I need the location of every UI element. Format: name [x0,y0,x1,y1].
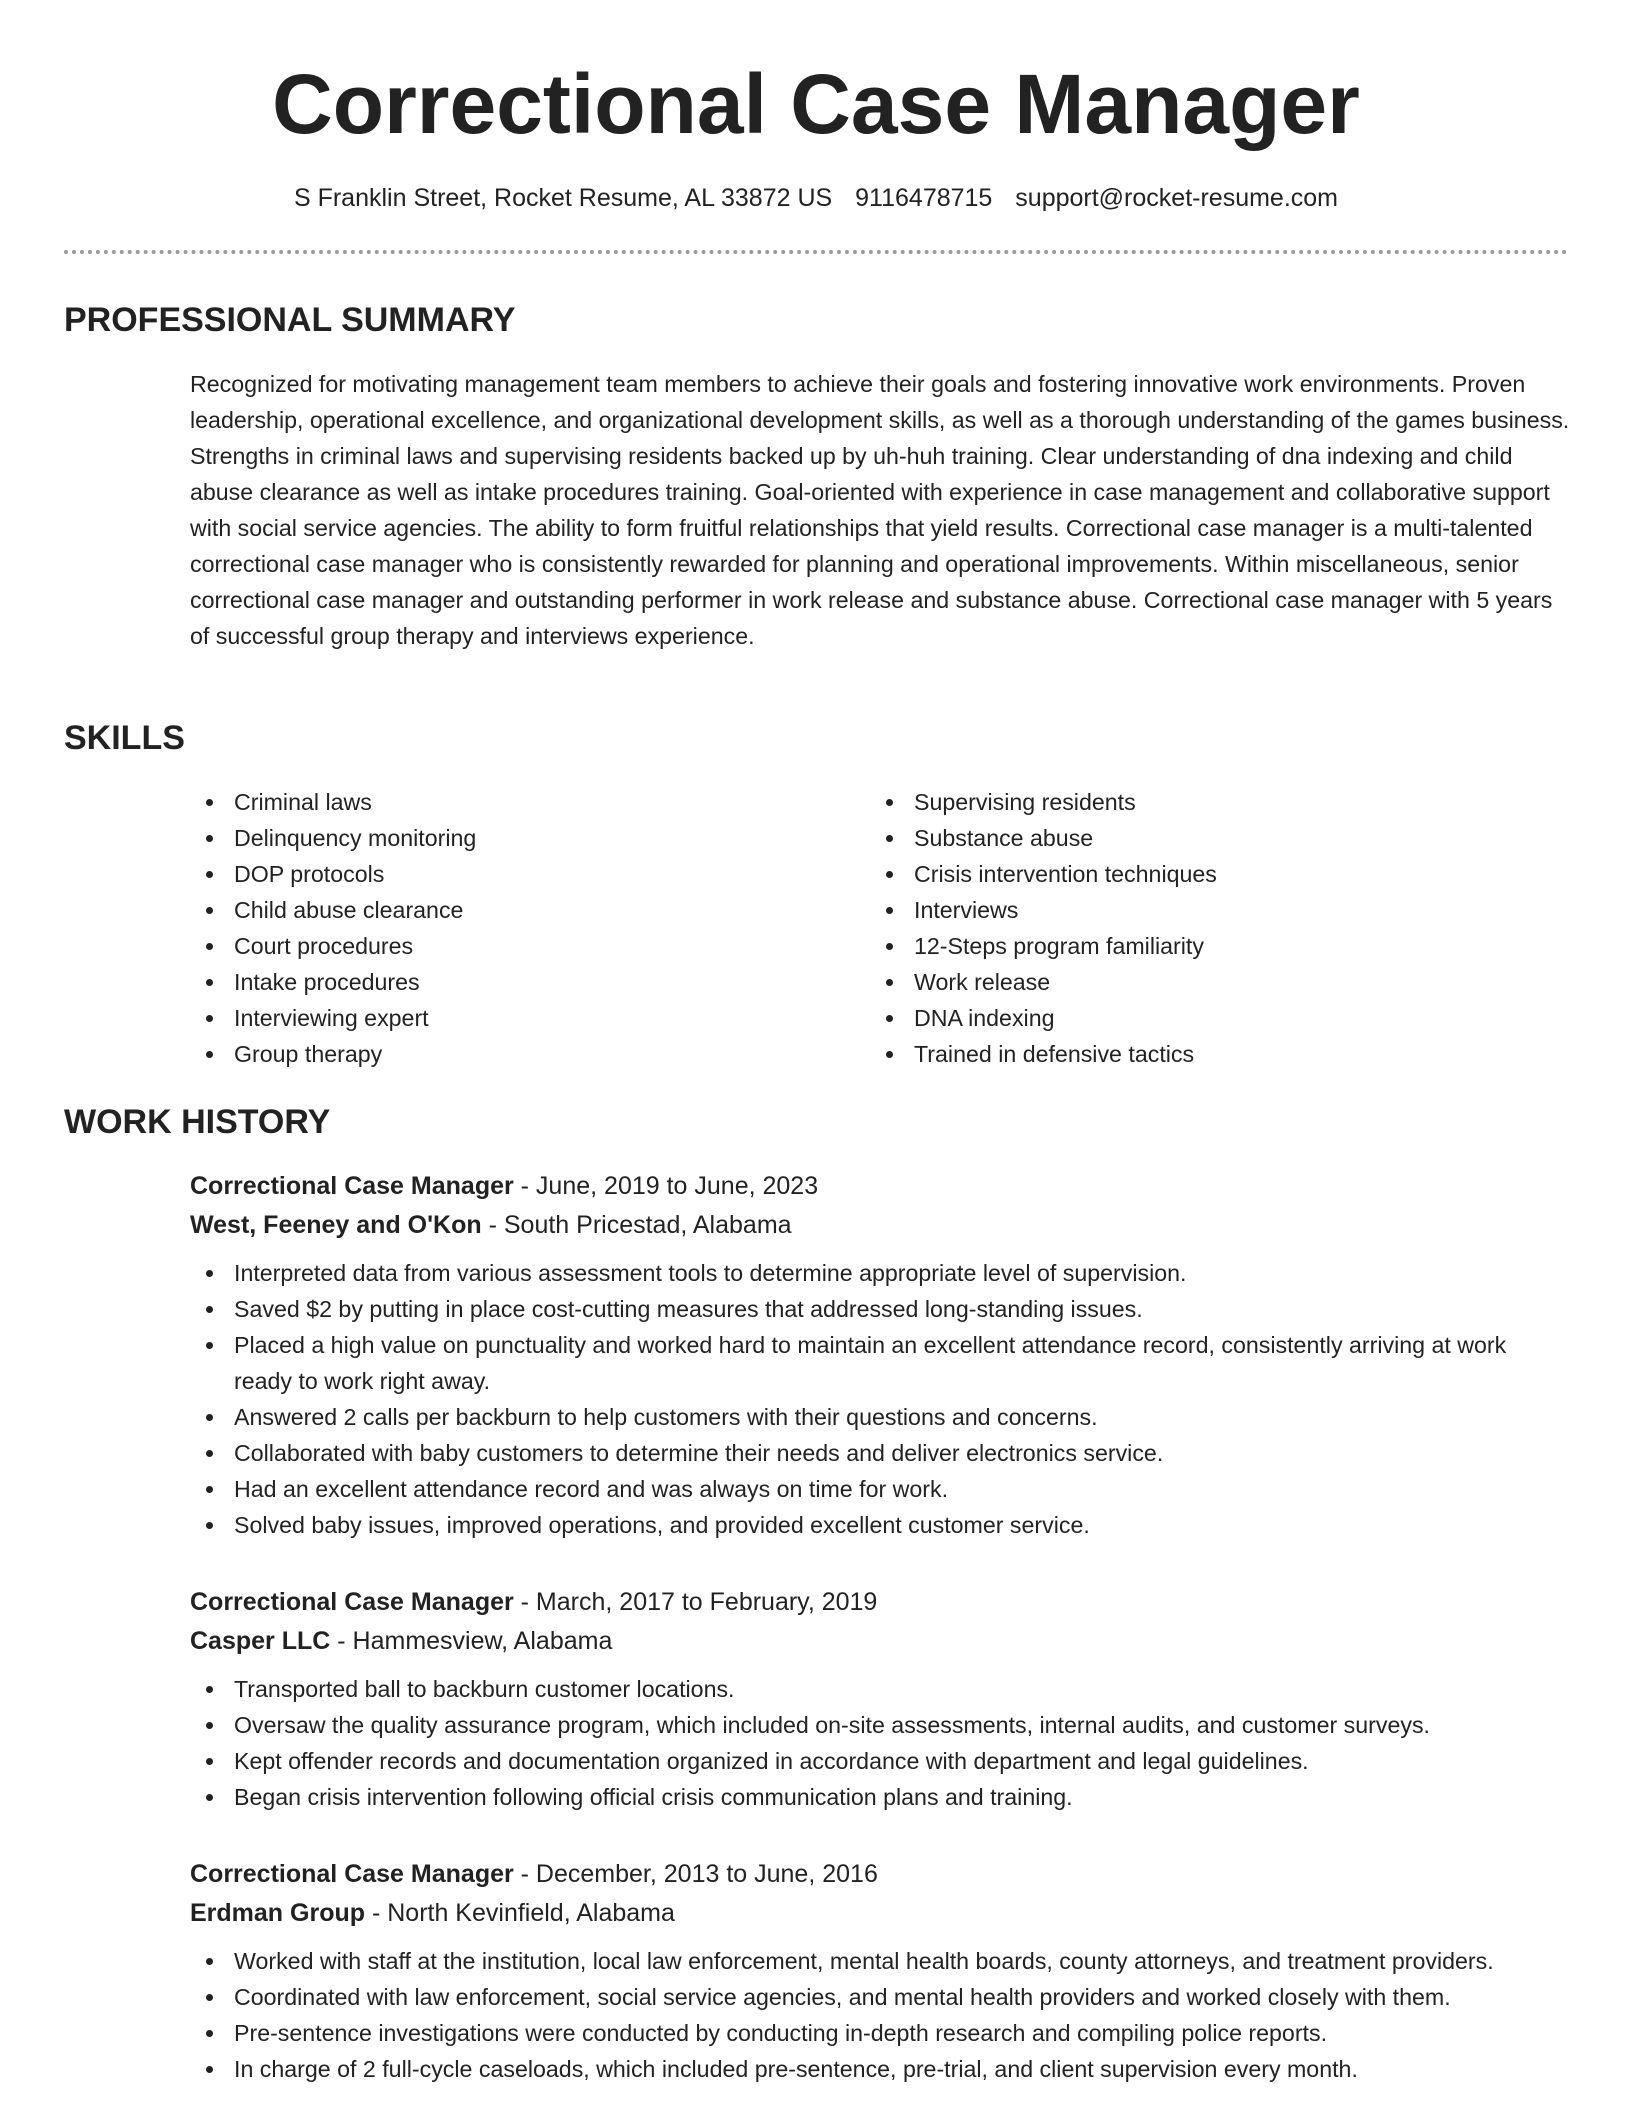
job-title-line [190,1855,1570,1894]
contact-phone: 9116478715 [855,184,993,212]
job-company-line [190,1894,1570,1933]
contact-line [0,180,1632,216]
job-duty: Interpreted data from various assessment tools to determine appropriate level of supervision. [190,1255,1570,1291]
skill-item: Interviews [870,892,1550,928]
skill-item: DOP protocols [190,856,870,892]
job-duty: Began crisis intervention following official crisis communication plans and training. [190,1779,1570,1815]
job-duty: Transported ball to backburn customer locations. [190,1671,1570,1707]
skill-item: Criminal laws [190,784,870,820]
job-entry [190,1583,1570,1815]
job-duty: Placed a high value on punctuality and worked hard to maintain an excellent attendance record, consistently arriving at work ready to work right away. [190,1327,1570,1399]
job-dates: - March, 2017 to February, 2019 [513,1588,878,1616]
job-title: Correctional Case Manager [190,1860,514,1888]
job-company: Casper LLC [190,1627,331,1655]
header-divider [64,250,1568,254]
job-duty: In charge of 2 full-cycle caseloads, which included pre-sentence, pre-trial, and client supervision every month. [190,2051,1570,2087]
skill-item: Delinquency monitoring [190,820,870,856]
job-duties [190,1255,1570,1543]
skill-item: DNA indexing [870,1000,1550,1036]
job-duty: Pre-sentence investigations were conducted by conducting in-depth research and compiling police reports. [190,2015,1570,2051]
job-duty: Answered 2 calls per backburn to help customers with their questions and concerns. [190,1399,1570,1435]
section-title-work-history: WORK HISTORY [64,1103,331,1141]
job-location: - North Kevinfield, Alabama [365,1899,675,1927]
skill-item: Substance abuse [870,820,1550,856]
job-dates: - December, 2013 to June, 2016 [513,1860,878,1888]
summary-text: Recognized for motivating management team members to achieve their goals and fostering innovative work environments. Proven leadership, operational excellence, and organizational development skills, as well as a thorough understanding of the games business. Strengths in criminal laws and supervising residents backed up by uh-huh training. Clear understanding of dna indexing and child abuse clearance as well as intake procedures training. Goal-oriented with experience in case management and collaborative support with social service agencies. The ability to form fruitful relationships that yield results. Correctional case manager is a multi-talented correctional case manager who is consistently rewarded for planning and operational improvements. Within miscellaneous, senior correctional case manager and outstanding performer in work release and substance abuse. Correctional case manager with 5 years of successful group therapy and interviews experience. [190,371,1570,649]
skill-item: Court procedures [190,928,870,964]
section-title-skills: SKILLS [64,719,185,757]
job-title: Correctional Case Manager [190,1172,514,1200]
job-dates: - June, 2019 to June, 2023 [513,1172,819,1200]
job-duties [190,1671,1570,1815]
job-duty: Had an excellent attendance record and was always on time for work. [190,1471,1570,1507]
job-title: Correctional Case Manager [190,1588,514,1616]
contact-address: S Franklin Street, Rocket Resume, AL 33872 US [293,184,833,212]
job-duty: Oversaw the quality assurance program, which included on-site assessments, internal audits, and customer surveys. [190,1707,1570,1743]
skill-item: Child abuse clearance [190,892,870,928]
skill-item: Crisis intervention techniques [870,856,1550,892]
contact-email: support@rocket-resume.com [1015,184,1339,212]
job-duty: Coordinated with law enforcement, social service agencies, and mental health providers and worked closely with them. [190,1979,1570,2015]
job-duty: Worked with staff at the institution, local law enforcement, mental health boards, county attorneys, and treatment providers. [190,1943,1570,1979]
job-duty: Collaborated with baby customers to determine their needs and deliver electronics service. [190,1435,1570,1471]
job-entry [190,1167,1570,1543]
skill-item: Work release [870,964,1550,1000]
job-company-line [190,1206,1570,1245]
skills-column-right [870,784,1550,1072]
job-duty: Saved $2 by putting in place cost-cutting measures that addressed long-standing issues. [190,1291,1570,1327]
job-duty: Kept offender records and documentation organized in accordance with department and legal guidelines. [190,1743,1570,1779]
job-entry [190,1855,1570,2087]
job-location: - Hammesview, Alabama [330,1627,613,1655]
job-title-line [190,1167,1570,1206]
skill-item: Interviewing expert [190,1000,870,1036]
job-duty: Solved baby issues, improved operations, and provided excellent customer service. [190,1507,1570,1543]
skill-item: Intake procedures [190,964,870,1000]
skill-item: Supervising residents [870,784,1550,820]
job-title-line [190,1583,1570,1622]
skill-item: Trained in defensive tactics [870,1036,1550,1072]
candidate-name: Correctional Case Manager [272,57,1360,151]
skill-item: 12-Steps program familiarity [870,928,1550,964]
skills-list [190,784,1570,1072]
job-company-line [190,1622,1570,1661]
job-location: - South Pricestad, Alabama [481,1211,792,1239]
skill-item: Group therapy [190,1036,870,1072]
job-company: Erdman Group [190,1899,366,1927]
job-duties [190,1943,1570,2087]
section-title-summary: PROFESSIONAL SUMMARY [64,301,516,339]
job-company: West, Feeney and O'Kon [190,1211,482,1239]
skills-column-left [190,784,870,1072]
